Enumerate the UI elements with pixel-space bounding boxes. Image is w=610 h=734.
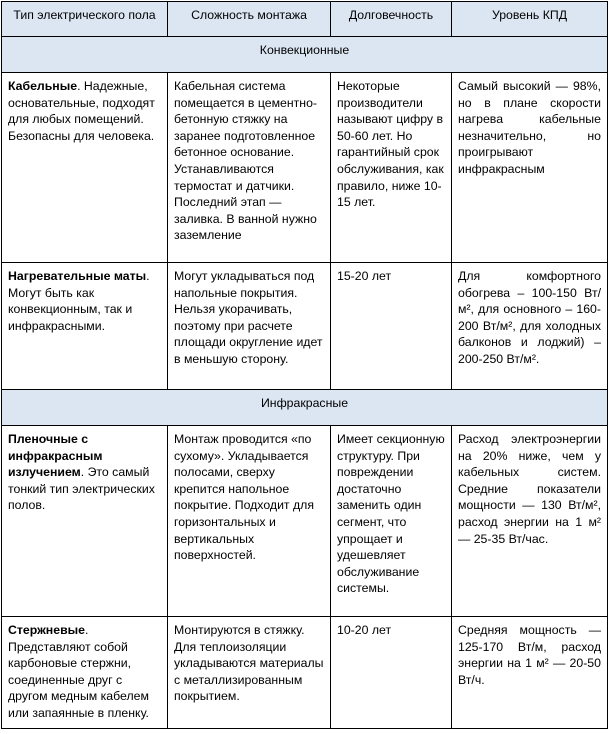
header-type: Тип электрического пола [2,2,168,37]
header-efficiency: Уровень КПД [452,2,608,37]
type-description: . Могут быть как конвекционным, так и инфракрасными. [8,269,150,333]
type-cell [2,263,168,390]
type-description: . Надежные, основательные, подходят для любых помещений. Безопасны для человека. [8,79,155,143]
section-title-convection: Конвекционные [2,37,608,73]
type-name: Пленочные с инфракрасным излучением [8,432,103,480]
type-cell [2,426,168,617]
type-cell [2,617,168,729]
table-row [2,426,608,617]
type-cell [2,73,168,263]
table-row [2,263,608,390]
efficiency-cell: Средняя мощность — 125-170 Вт/м, расход энергии на 1 м² — 20-50 Вт/ч. [452,617,608,729]
section-row [2,390,608,426]
table-row [2,73,608,263]
durability-cell: 15-20 лет [331,263,452,390]
table-row [2,617,608,729]
type-description: . Это самый тонкий тип электрических полов. [8,465,155,513]
efficiency-cell: Самый высокий — 98%, но в плане скорости нагрева кабельные незначительно, но проигрывают инфракрасным [452,73,608,263]
efficiency-cell: Расход электроэнергии на 20% ниже, чем у кабельных систем. Средние показатели мощности — 130 Вт/м², расход энергии на 1 м² — 25-35 Вт/час. [452,426,608,617]
heated-floors-table [1,1,608,729]
durability-cell: 10-20 лет [331,617,452,729]
type-description: . Представляют собой карбоновые стержни, соединенные друг с другом медным кабелем или запаянные в пленку. [8,623,149,720]
installation-cell: Могут укладываться под напольные покрытия. Нельзя укорачивать, поэтому при расчете площади округление идет в меньшую сторону. [168,263,331,390]
efficiency-cell: Для комфортного обогрева – 100-150 Вт/м², для основного – 160-200 Вт/м², для холодных балконов и лоджий) – 200-250 Вт/м². [452,263,608,390]
type-name: Стержневые [8,623,85,637]
header-row [2,2,608,37]
durability-cell: Некоторые производители называют цифру в 50-60 лет. Но гарантийный срок обслуживания, как правило, ниже 10-15 лет. [331,73,452,263]
type-name: Нагревательные маты [8,269,147,283]
header-installation: Сложность монтажа [168,2,331,37]
type-name: Кабельные [8,79,78,93]
durability-cell: Имеет секционную структуру. При повреждении достаточно заменить один сегмент, что упрощает и удешевляет обслуживание системы. [331,426,452,617]
installation-cell: Монтируются в стяжку. Для теплоизоляции укладываются материалы с металлизированным покрытием. [168,617,331,729]
header-durability: Долговечность [331,2,452,37]
section-title-infrared: Инфракрасные [2,390,608,426]
section-row [2,37,608,73]
installation-cell: Монтаж проводится «по сухому». Укладывается полосами, сверху крепится напольное покрытие. Подходит для горизонтальных и вертикальных поверхностей. [168,426,331,617]
installation-cell: Кабельная система помещается в цементно-бетонную стяжку на заранее подготовленное бетонное основание. Устанавливаются термостат и датчики. Последний этап — заливка. В ванной нужно заземление [168,73,331,263]
